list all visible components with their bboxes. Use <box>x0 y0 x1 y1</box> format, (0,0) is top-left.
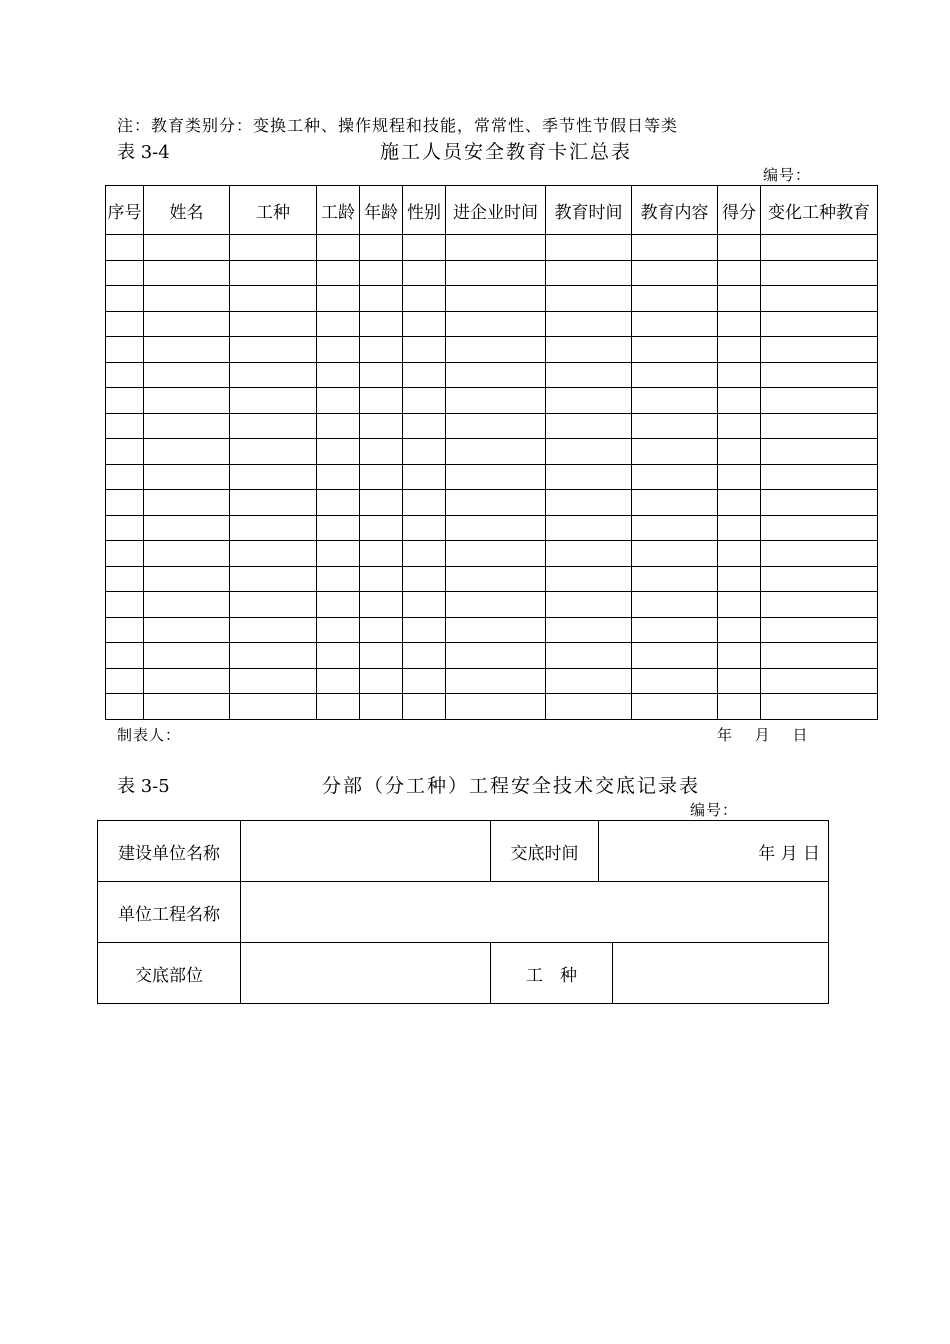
column-header: 变化工种教育 <box>761 186 878 235</box>
table-cell[interactable] <box>761 439 878 465</box>
table-cell[interactable] <box>317 362 360 388</box>
table-cell[interactable] <box>144 566 230 592</box>
table-cell[interactable] <box>546 362 632 388</box>
table-cell[interactable] <box>230 439 317 465</box>
table-cell[interactable] <box>106 235 144 261</box>
table-cell[interactable] <box>761 413 878 439</box>
table-row <box>106 439 878 465</box>
table-cell[interactable] <box>761 515 878 541</box>
table-cell[interactable] <box>230 592 317 618</box>
table-cell[interactable] <box>718 617 761 643</box>
table-cell[interactable] <box>546 311 632 337</box>
column-header: 序号 <box>106 186 144 235</box>
table-cell[interactable] <box>317 694 360 720</box>
table-cell[interactable] <box>144 260 230 286</box>
table-cell[interactable] <box>446 668 546 694</box>
table-row <box>98 882 829 943</box>
table-cell[interactable] <box>230 694 317 720</box>
table-cell[interactable] <box>403 668 446 694</box>
table-cell[interactable] <box>360 592 403 618</box>
table-cell[interactable] <box>761 617 878 643</box>
table-cell[interactable] <box>632 668 718 694</box>
table-cell[interactable] <box>317 413 360 439</box>
construction-unit-label: 建设单位名称 <box>98 821 241 882</box>
table-cell[interactable] <box>106 439 144 465</box>
table-cell[interactable] <box>446 337 546 363</box>
column-header: 得分 <box>718 186 761 235</box>
table-row <box>98 943 829 1004</box>
table-cell[interactable] <box>761 286 878 312</box>
table-row <box>98 821 829 882</box>
table-cell[interactable] <box>761 311 878 337</box>
table-cell[interactable] <box>546 515 632 541</box>
table-cell[interactable] <box>144 694 230 720</box>
column-header: 工种 <box>230 186 317 235</box>
table-cell[interactable] <box>718 439 761 465</box>
table-cell[interactable] <box>230 388 317 414</box>
table-cell[interactable] <box>317 617 360 643</box>
table-cell[interactable] <box>446 515 546 541</box>
table-cell[interactable] <box>317 592 360 618</box>
work-type-field[interactable] <box>613 943 829 1004</box>
table-cell[interactable] <box>317 643 360 669</box>
table-cell[interactable] <box>144 515 230 541</box>
table-cell[interactable] <box>718 566 761 592</box>
table-cell[interactable] <box>446 592 546 618</box>
table-cell[interactable] <box>230 541 317 567</box>
table-cell[interactable] <box>632 515 718 541</box>
table-cell[interactable] <box>718 337 761 363</box>
construction-unit-field[interactable] <box>241 821 491 882</box>
table-cell[interactable] <box>144 464 230 490</box>
briefing-part-label: 交底部位 <box>98 943 241 1004</box>
column-header: 教育时间 <box>546 186 632 235</box>
table-cell[interactable] <box>403 592 446 618</box>
table-cell[interactable] <box>360 490 403 516</box>
table-cell[interactable] <box>230 617 317 643</box>
table-cell[interactable] <box>106 286 144 312</box>
table-cell[interactable] <box>761 362 878 388</box>
table-cell[interactable] <box>403 617 446 643</box>
table-cell[interactable] <box>446 235 546 261</box>
table-cell[interactable] <box>632 541 718 567</box>
table-cell[interactable] <box>446 439 546 465</box>
table-cell[interactable] <box>761 668 878 694</box>
table-row <box>106 286 878 312</box>
table-cell[interactable] <box>106 362 144 388</box>
table-cell[interactable] <box>144 643 230 669</box>
table-cell[interactable] <box>632 464 718 490</box>
table-cell[interactable] <box>632 413 718 439</box>
table-cell[interactable] <box>632 388 718 414</box>
table-cell[interactable] <box>144 388 230 414</box>
table-cell[interactable] <box>230 566 317 592</box>
table-cell[interactable] <box>230 668 317 694</box>
table-cell[interactable] <box>403 566 446 592</box>
table-row <box>106 694 878 720</box>
table-row <box>106 643 878 669</box>
table-cell[interactable] <box>230 337 317 363</box>
table-cell[interactable] <box>446 286 546 312</box>
table-cell[interactable] <box>317 515 360 541</box>
table-cell[interactable] <box>144 490 230 516</box>
table-cell[interactable] <box>106 566 144 592</box>
table-cell[interactable] <box>230 643 317 669</box>
table-cell[interactable] <box>230 464 317 490</box>
table-row <box>106 311 878 337</box>
table-cell[interactable] <box>761 260 878 286</box>
briefing-part-field[interactable] <box>241 943 491 1004</box>
table-cell[interactable] <box>718 515 761 541</box>
table-cell[interactable] <box>106 260 144 286</box>
table-row <box>106 464 878 490</box>
table-cell[interactable] <box>360 413 403 439</box>
table-cell[interactable] <box>144 337 230 363</box>
column-header: 教育内容 <box>632 186 718 235</box>
table-cell[interactable] <box>106 694 144 720</box>
table-cell[interactable] <box>317 260 360 286</box>
table-cell[interactable] <box>403 388 446 414</box>
table1-title: 施工人员安全教育卡汇总表 <box>380 141 633 163</box>
table-cell[interactable] <box>403 286 446 312</box>
table-cell[interactable] <box>403 413 446 439</box>
table-cell[interactable] <box>546 286 632 312</box>
table-cell[interactable] <box>403 439 446 465</box>
table-cell[interactable] <box>403 362 446 388</box>
table-cell[interactable] <box>360 235 403 261</box>
table-cell[interactable] <box>546 413 632 439</box>
table-cell[interactable] <box>144 439 230 465</box>
table-cell[interactable] <box>360 311 403 337</box>
table-cell[interactable] <box>360 260 403 286</box>
table-cell[interactable] <box>632 617 718 643</box>
table-cell[interactable] <box>144 617 230 643</box>
table-cell[interactable] <box>718 235 761 261</box>
table-cell[interactable] <box>403 515 446 541</box>
maker-label: 制表人： <box>117 726 182 744</box>
table-cell[interactable] <box>546 337 632 363</box>
table2-title: 分部（分工种）工程安全技术交底记录表 <box>322 775 701 797</box>
table-cell[interactable] <box>144 668 230 694</box>
table-cell[interactable] <box>403 235 446 261</box>
table-cell[interactable] <box>546 260 632 286</box>
table-cell[interactable] <box>230 362 317 388</box>
table-cell[interactable] <box>446 362 546 388</box>
table-cell[interactable] <box>718 388 761 414</box>
table-cell[interactable] <box>360 286 403 312</box>
table-cell[interactable] <box>446 464 546 490</box>
table-cell[interactable] <box>546 668 632 694</box>
table-cell[interactable] <box>446 541 546 567</box>
table-cell[interactable] <box>632 362 718 388</box>
table-cell[interactable] <box>106 311 144 337</box>
project-name-label: 单位工程名称 <box>98 882 241 943</box>
table-cell[interactable] <box>106 668 144 694</box>
table-cell[interactable] <box>230 286 317 312</box>
table-cell[interactable] <box>144 541 230 567</box>
table-cell[interactable] <box>446 643 546 669</box>
table-cell[interactable] <box>761 541 878 567</box>
table-cell[interactable] <box>632 566 718 592</box>
table-cell[interactable] <box>106 592 144 618</box>
table-cell[interactable] <box>106 541 144 567</box>
table-cell[interactable] <box>761 464 878 490</box>
table-cell[interactable] <box>718 311 761 337</box>
table-cell[interactable] <box>403 643 446 669</box>
table-cell[interactable] <box>718 413 761 439</box>
table-row <box>106 490 878 516</box>
table-row <box>106 413 878 439</box>
table-row <box>106 235 878 261</box>
table-cell[interactable] <box>317 388 360 414</box>
table-cell[interactable] <box>446 566 546 592</box>
table-cell[interactable] <box>317 337 360 363</box>
table-cell[interactable] <box>106 490 144 516</box>
table-cell[interactable] <box>761 592 878 618</box>
table-cell[interactable] <box>632 260 718 286</box>
table-cell[interactable] <box>230 490 317 516</box>
table-cell[interactable] <box>230 413 317 439</box>
table-cell[interactable] <box>360 337 403 363</box>
table-cell[interactable] <box>632 311 718 337</box>
table-cell[interactable] <box>632 490 718 516</box>
table-cell[interactable] <box>446 490 546 516</box>
table-row <box>106 388 878 414</box>
table-cell[interactable] <box>403 337 446 363</box>
table-row <box>106 541 878 567</box>
table2-label: 表 3-5 <box>117 776 170 797</box>
table-cell[interactable] <box>632 694 718 720</box>
table-cell[interactable] <box>106 337 144 363</box>
table-cell[interactable] <box>106 413 144 439</box>
table-cell[interactable] <box>360 668 403 694</box>
column-header: 工龄 <box>317 186 360 235</box>
table-cell[interactable] <box>761 388 878 414</box>
table-cell[interactable] <box>546 617 632 643</box>
table1-number-label: 编号： <box>763 166 812 184</box>
table-cell[interactable] <box>761 337 878 363</box>
briefing-date-field[interactable]: 年 月 日 <box>599 821 829 882</box>
table-cell[interactable] <box>360 566 403 592</box>
project-name-field[interactable] <box>241 882 829 943</box>
table-cell[interactable] <box>718 592 761 618</box>
table-cell[interactable] <box>230 311 317 337</box>
table-cell[interactable] <box>360 694 403 720</box>
table-row <box>106 337 878 363</box>
table-cell[interactable] <box>546 643 632 669</box>
table-cell[interactable] <box>632 235 718 261</box>
table-cell[interactable] <box>403 464 446 490</box>
table-cell[interactable] <box>317 235 360 261</box>
column-header: 性别 <box>403 186 446 235</box>
table-cell[interactable] <box>446 260 546 286</box>
table-cell[interactable] <box>106 388 144 414</box>
table-cell[interactable] <box>360 541 403 567</box>
table-row <box>106 566 878 592</box>
table-cell[interactable] <box>546 235 632 261</box>
table-cell[interactable] <box>230 260 317 286</box>
table-cell[interactable] <box>360 362 403 388</box>
table-cell[interactable] <box>317 286 360 312</box>
table-cell[interactable] <box>446 388 546 414</box>
table-cell[interactable] <box>317 668 360 694</box>
column-header: 进企业时间 <box>446 186 546 235</box>
table-cell[interactable] <box>546 694 632 720</box>
table-cell[interactable] <box>144 362 230 388</box>
table-cell[interactable] <box>403 311 446 337</box>
table-cell[interactable] <box>718 541 761 567</box>
note-text: 注：教育类别分：变换工种、操作规程和技能，常常性、季节性节假日等类 <box>117 116 679 135</box>
table-cell[interactable] <box>360 388 403 414</box>
table-cell[interactable] <box>718 286 761 312</box>
table-header-row <box>106 186 878 235</box>
table-cell[interactable] <box>632 337 718 363</box>
table-cell[interactable] <box>106 515 144 541</box>
table-cell[interactable] <box>761 643 878 669</box>
table-cell[interactable] <box>718 668 761 694</box>
table-cell[interactable] <box>632 643 718 669</box>
table-cell[interactable] <box>546 464 632 490</box>
table-cell[interactable] <box>403 490 446 516</box>
table-cell[interactable] <box>546 490 632 516</box>
table-cell[interactable] <box>546 592 632 618</box>
table-cell[interactable] <box>761 490 878 516</box>
table-cell[interactable] <box>360 515 403 541</box>
table-cell[interactable] <box>403 541 446 567</box>
table-row <box>106 362 878 388</box>
table-cell[interactable] <box>446 413 546 439</box>
column-header: 年龄 <box>360 186 403 235</box>
table-cell[interactable] <box>106 643 144 669</box>
table-cell[interactable] <box>718 464 761 490</box>
table-cell[interactable] <box>718 362 761 388</box>
table-cell[interactable] <box>546 439 632 465</box>
table-cell[interactable] <box>546 541 632 567</box>
table-row <box>106 617 878 643</box>
table-cell[interactable] <box>718 490 761 516</box>
table-cell[interactable] <box>761 694 878 720</box>
table-cell[interactable] <box>718 643 761 669</box>
table-cell[interactable] <box>360 617 403 643</box>
table-cell[interactable] <box>230 235 317 261</box>
table-cell[interactable] <box>317 566 360 592</box>
table-cell[interactable] <box>632 592 718 618</box>
table-cell[interactable] <box>360 643 403 669</box>
table-cell[interactable] <box>761 235 878 261</box>
table-cell[interactable] <box>144 592 230 618</box>
table-cell[interactable] <box>317 464 360 490</box>
table-cell[interactable] <box>230 515 317 541</box>
safety-briefing-table <box>97 820 829 1004</box>
table-row <box>106 592 878 618</box>
table-cell[interactable] <box>632 286 718 312</box>
table-cell[interactable] <box>761 566 878 592</box>
table-cell[interactable] <box>360 464 403 490</box>
table-cell[interactable] <box>446 617 546 643</box>
table-cell[interactable] <box>632 439 718 465</box>
date-label: 年 月 日 <box>717 726 809 744</box>
table-cell[interactable] <box>317 439 360 465</box>
table-cell[interactable] <box>144 413 230 439</box>
education-summary-table <box>105 185 878 720</box>
table2-number-label: 编号： <box>690 801 739 819</box>
table-cell[interactable] <box>144 286 230 312</box>
table-cell[interactable] <box>546 388 632 414</box>
table-row <box>106 515 878 541</box>
table-cell[interactable] <box>446 694 546 720</box>
table-cell[interactable] <box>360 439 403 465</box>
table-cell[interactable] <box>546 566 632 592</box>
table-cell[interactable] <box>718 260 761 286</box>
table-cell[interactable] <box>446 311 546 337</box>
table-cell[interactable] <box>317 541 360 567</box>
work-type-label: 工 种 <box>491 943 613 1004</box>
table-cell[interactable] <box>106 464 144 490</box>
table-cell[interactable] <box>718 694 761 720</box>
table-cell[interactable] <box>403 260 446 286</box>
column-header: 姓名 <box>144 186 230 235</box>
table-cell[interactable] <box>144 311 230 337</box>
briefing-time-label: 交底时间 <box>491 821 599 882</box>
table-cell[interactable] <box>144 235 230 261</box>
table-cell[interactable] <box>106 617 144 643</box>
table-row <box>106 668 878 694</box>
table-cell[interactable] <box>317 311 360 337</box>
table-row <box>106 260 878 286</box>
table1-label: 表 3-4 <box>117 142 170 163</box>
table-cell[interactable] <box>403 694 446 720</box>
table-cell[interactable] <box>317 490 360 516</box>
